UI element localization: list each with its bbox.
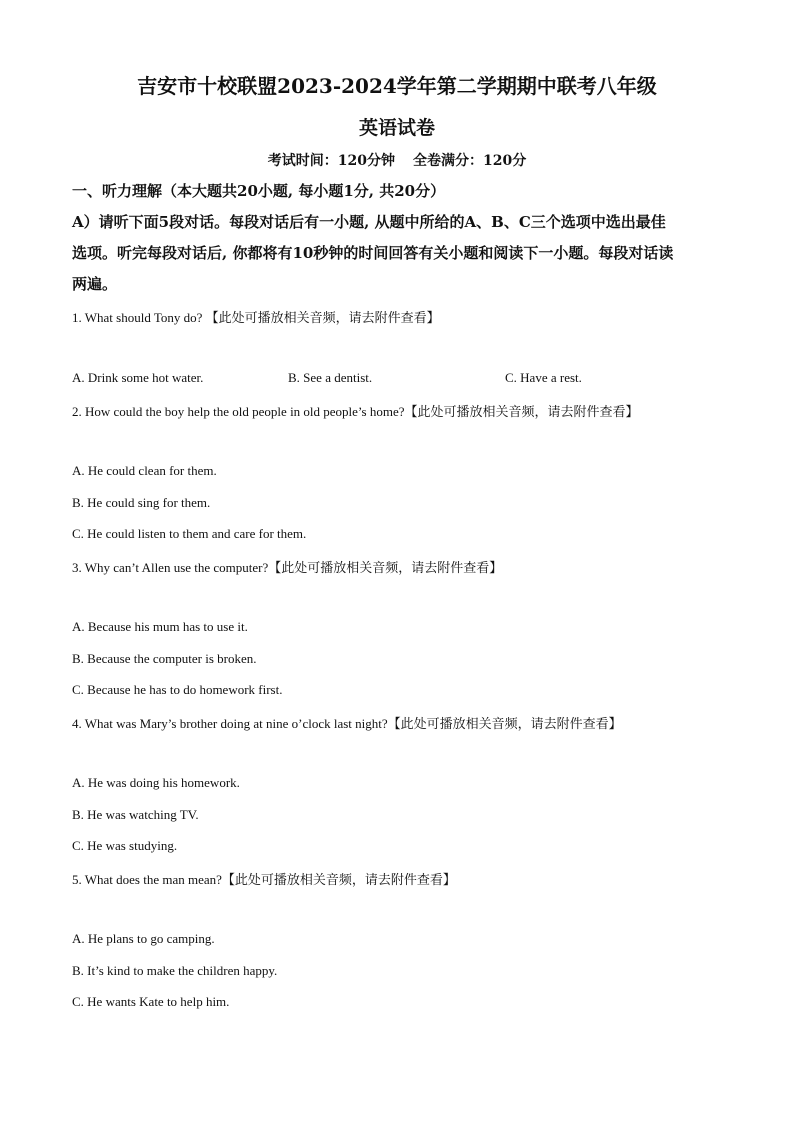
question-4-option-c: C. He was studying.: [72, 838, 178, 853]
question-3-option-c: C. Because he has to do homework first.: [72, 682, 283, 697]
question-4-option-b: B. He was watching TV.: [72, 807, 199, 822]
listening-instructions: [72, 207, 722, 300]
full-score: 全卷满分：120分: [413, 153, 527, 169]
exam-info: [0, 150, 794, 170]
question-3-option-b: B. Because the computer is broken.: [72, 651, 257, 666]
exam-time: 考试时间：120分钟: [267, 153, 395, 169]
instruction-line: 选项。听完每段对话后, 你都将有10秒钟的时间回答有关小题和阅读下一小题。每段对话读: [72, 244, 674, 262]
question-2-option-c: C. He could listen to them and care for them.: [72, 526, 307, 541]
question-1-option-b: B. See a dentist.: [288, 370, 373, 385]
instruction-line: 两遍。: [72, 275, 118, 293]
question-5-option-b: B. It’s kind to make the children happy.: [72, 963, 278, 978]
question-1-option-a: A. Drink some hot water.: [72, 370, 204, 385]
question-4-option-a: A. He was doing his homework.: [72, 775, 240, 790]
question-1: 1. What should Tony do? 【此处可播放相关音频，请去附件查看】: [72, 310, 440, 325]
instruction-line: A）请听下面5段对话。每段对话后有一小题, 从题中所给的A、B、C三个选项中选出最佳: [72, 213, 666, 231]
question-5-option-a: A. He plans to go camping.: [72, 931, 215, 946]
question-1-option-c: C. Have a rest.: [505, 370, 582, 385]
question-3-option-a: A. Because his mum has to use it.: [72, 619, 248, 634]
question-2: 2. How could the boy help the old people in old people’s home?【此处可播放相关音频，请去附件查看】: [72, 404, 639, 419]
question-3: 3. Why can’t Allen use the computer?【此处可播放相关音频，请去附件查看】: [72, 560, 503, 575]
subject-title: 英语试卷: [358, 117, 435, 139]
question-5: 5. What does the man mean?【此处可播放相关音频，请去附件查看】: [72, 872, 456, 887]
question-4: 4. What was Mary’s brother doing at nine o’clock last night?【此处可播放相关音频，请去附件查看】: [72, 716, 622, 731]
question-2-option-a: A. He could clean for them.: [72, 463, 217, 478]
exam-title: 吉安市十校联盟2023-2024学年第二学期期中联考八年级: [137, 74, 657, 98]
question-5-option-c: C. He wants Kate to help him.: [72, 994, 230, 1009]
section-heading: 一、听力理解（本大题共20小题, 每小题1分, 共20分）: [72, 182, 446, 200]
question-2-option-b: B. He could sing for them.: [72, 495, 211, 510]
